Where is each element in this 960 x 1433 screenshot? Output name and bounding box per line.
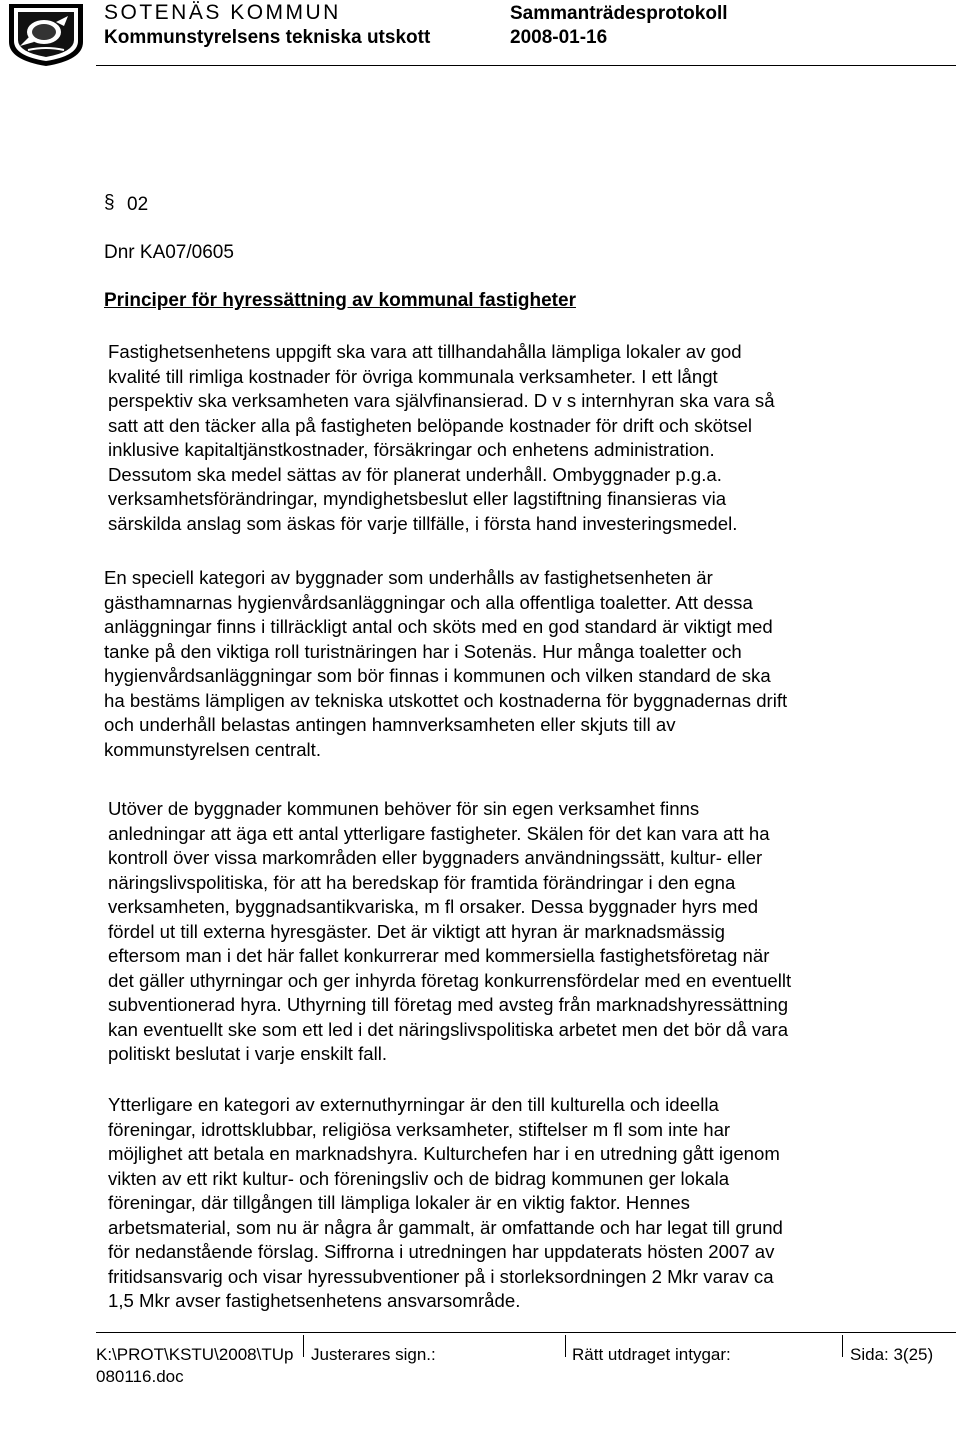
body-paragraph: Fastighetsenhetens uppgift ska vara att tillhandahålla lämpliga lokaler av god kvalité till rimliga kostnader för övriga kommunala verksamheter. I ett långt perspektiv ska verksamheten vara självfinansierad. D v s internhyran ska vara så satt att den täcker alla på fastigheten belöpande kostnader för drift och skötsel inklusive kapitaltjänstkostnader, försäkringar och enhetens administration. Dessutom ska medel sättas av för planerat underhåll. Ombyggnader p.g.a. verksamhetsförändringar, myndighetsbeslut eller lagstiftning finansieras via särskilda anslag som äskas för varje tillfälle, i första hand investeringsmedel. [108, 341, 775, 534]
paragraph-number: 02 [127, 194, 149, 215]
footer-file-path: K:\PROT\KSTU\2008\TUp080116.doc [96, 1345, 294, 1386]
footer-ratt-utdraget: Rätt utdraget intygar: [572, 1345, 731, 1364]
municipality-name: SOTENÄS KOMMUN [104, 1, 341, 24]
footer-justeras: Justerares sign.: [311, 1345, 436, 1364]
paragraph-symbol: § [104, 192, 115, 213]
footer-divider [96, 1332, 956, 1333]
meeting-date: 2008-01-16 [510, 27, 608, 48]
diary-number: Dnr KA07/0605 [104, 242, 234, 263]
section-title: Principer för hyressättning av kommunal fastigheter [104, 290, 576, 311]
footer-cell-divider [842, 1335, 843, 1357]
footer-cell-divider [565, 1335, 566, 1357]
body-paragraph: Ytterligare en kategori av externuthyrningar är den till kulturella och ideella föreningar, idrottsklubbar, religiösa verksamheter, stiftelser m fl som inte har möjlighet att betala en marknadshyra. Kulturchefen har i en utredning gått igenom vikten av ett rikt kultur- och föreningsliv och de bidrag kommunen ger lokala föreningar, där tillgången till lämpliga lokaler är en viktig faktor. Hennes arbetsmaterial, som nu är några år gammalt, är omfattande och har legat till grund för nedanstående förslag. Siffrorna i utredningen har uppdaterats hösten 2007 av fritidsansvarig och visar hyressubventioner på i storleksordningen 2 Mkr varav ca 1,5 Mkr avser fastighetsenhetens ansvarsområde. [108, 1094, 783, 1311]
body-paragraph: En speciell kategori av byggnader som underhålls av fastighetsenheten är gästhamnarnas hygienvårdsanläggningar och alla offentliga toaletter. Att dessa anläggningar finns i tillräckligt antal och sköts med en god standard är viktigt med tanke på den viktiga roll turistnäringen har i Sotenäs. Hur många toaletter och hygienvårdsanläggningar som bör finnas i kommunen och vilken standard de ska ha bestäms lämpligen av tekniska utskottet och kostnaderna för byggnadernas drift och underhåll belastas antingen hamnverksamheten eller skjuts till av kommunstyrelsen centralt. [104, 567, 788, 760]
document-type: Sammanträdesprotokoll [510, 3, 728, 24]
header-divider [96, 65, 956, 66]
body-paragraph: Utöver de byggnader kommunen behöver för sin egen verksamhet finns anledningar att äga ett antal ytterligare fastigheter. Skälen för det kan vara att ha kontroll över vissa markområden eller byggnaders användningssätt, kultur- eller näringslivspolitiska, för att ha beredskap för framtida förändringar i den egna verksamheten, byggnadsantikvariska, m fl orsaker. Dessa byggnader hyrs med fördel ut till externa hyresgäster. Det är viktigt att hyran är marknadsmässig eftersom man i det här fallet konkurrerar med kommersiella fastighetsföretag när det gäller uthyrningar och ger inhyrda företag konkurrensfördelar med en eventuellt subventionerad hyra. Uthyrning till företag med avsteg från marknadshyressättning kan eventuellt ske som ett led i det näringslivspolitiska arbetet men det bör då vara politiskt beslutat i varje enskilt fall. [108, 798, 792, 1064]
footer-page-number: Sida: 3(25) [850, 1345, 934, 1364]
committee-name: Kommunstyrelsens tekniska utskott [104, 27, 431, 48]
municipal-logo-icon [6, 2, 86, 68]
footer-cell-divider [303, 1335, 304, 1357]
